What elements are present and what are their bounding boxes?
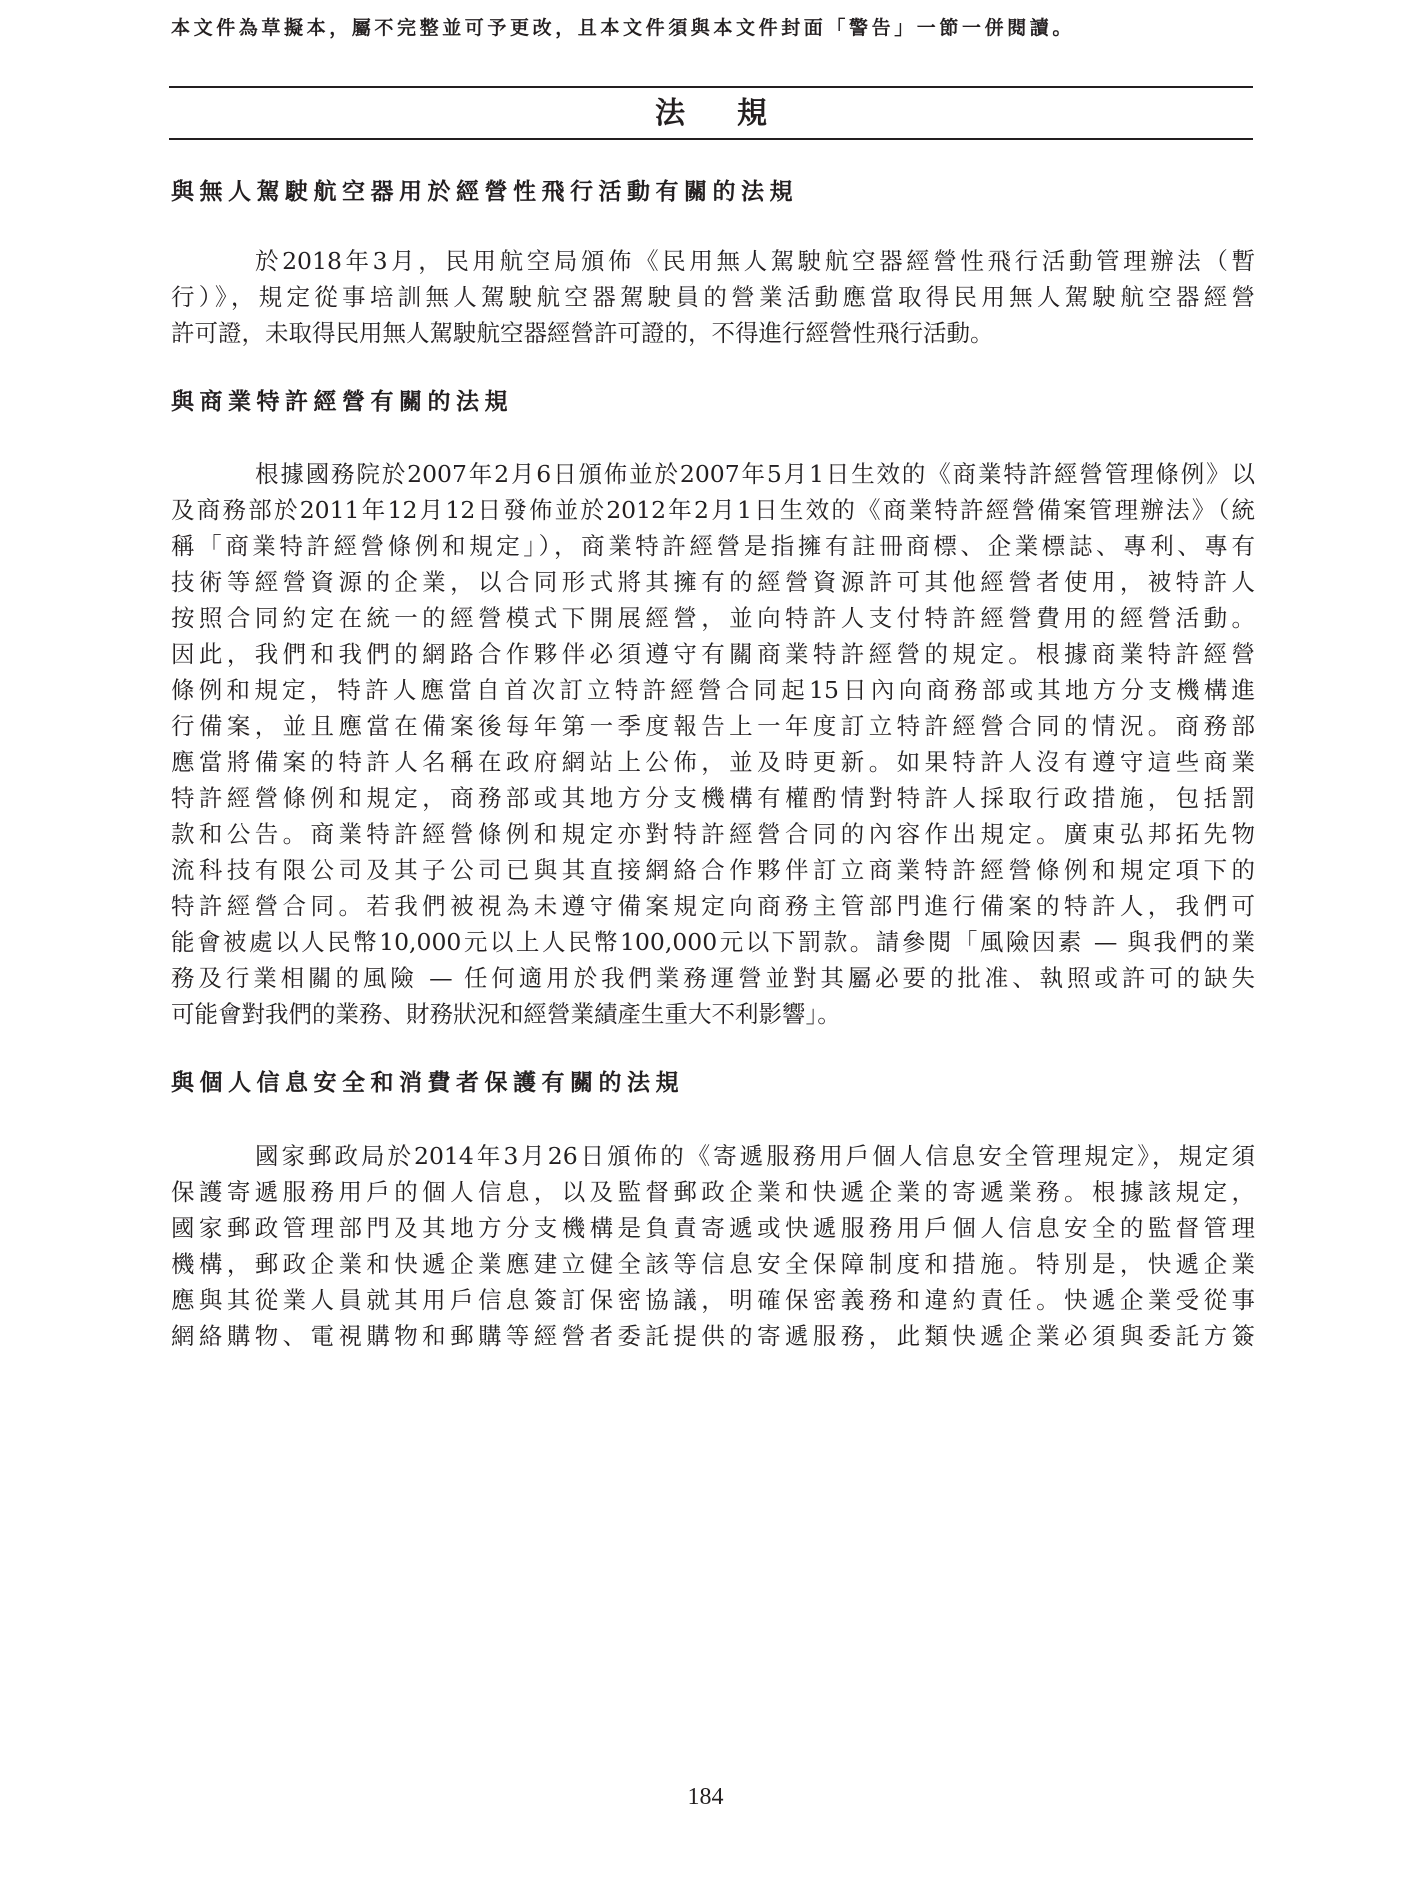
body-line: 技術等經營資源的企業，以合同形式將其擁有的經營資源許可其他經營者使用，被特許人	[171, 568, 1255, 596]
section-body-privacy-consumer-regulations	[171, 1138, 1255, 1354]
section-body-drone-regulations	[171, 243, 1255, 351]
body-line: 機構，郵政企業和快遞企業應建立健全該等信息安全保障制度和措施。特別是，快遞企業	[171, 1250, 1255, 1278]
body-line: 因此，我們和我們的網路合作夥伴必須遵守有關商業特許經營的規定。根據商業特許經營	[171, 640, 1255, 668]
section-heading-privacy-consumer-regulations: 與個人信息安全和消費者保護有關的法規	[171, 1069, 684, 1096]
body-line: 行備案，並且應當在備案後每年第一季度報告上一年度訂立特許經營合同的情況。商務部	[171, 712, 1255, 740]
body-line: 行）》，規定從事培訓無人駕駛航空器駕駛員的營業活動應當取得民用無人駕駛航空器經營	[171, 283, 1255, 311]
body-line: 網絡購物、電視購物和郵購等經營者委託提供的寄遞服務，此類快遞企業必須與委託方簽	[171, 1322, 1255, 1350]
body-line: 特許經營條例和規定，商務部或其地方分支機構有權酌情對特許人採取行政措施，包括罰	[171, 784, 1255, 812]
body-line: 款和公告。商業特許經營條例和規定亦對特許經營合同的內容作出規定。廣東弘邦拓先物	[171, 820, 1255, 848]
page-title: 法規	[655, 96, 819, 131]
page-number: 184	[687, 1784, 724, 1810]
body-line: 應與其從業人員就其用戶信息簽訂保密協議，明確保密義務和違約責任。快遞企業受從事	[171, 1286, 1255, 1314]
body-line: 國家郵政管理部門及其地方分支機構是負責寄遞或快遞服務用戶個人信息安全的監督管理	[171, 1214, 1255, 1242]
title-rule-bottom	[169, 138, 1253, 140]
body-line: 根據國務院於2007年2月6日頒佈並於2007年5月1日生效的《商業特許經營管理條例》以	[255, 460, 1255, 488]
body-line: 保護寄遞服務用戶的個人信息，以及監督郵政企業和快遞企業的寄遞業務。根據該規定，	[171, 1178, 1255, 1206]
body-line: 應當將備案的特許人名稱在政府網站上公佈，並及時更新。如果特許人沒有遵守這些商業	[171, 748, 1255, 776]
body-line: 能會被處以人民幣10,000元以上人民幣100,000元以下罰款。請參閱「風險因素 — 與我們的業	[171, 928, 1255, 956]
section-body-franchise-regulations	[171, 456, 1255, 1032]
draft-warning-banner: 本文件為草擬本，屬不完整並可予更改，且本文件須與本文件封面「警告」一節一併閱讀。	[171, 17, 1076, 39]
body-line: 國家郵政局於2014年3月26日頒佈的《寄遞服務用戶個人信息安全管理規定》，規定須	[255, 1142, 1255, 1170]
body-line: 可能會對我們的業務、財務狀況和經營業績產生重大不利影響」。	[171, 1000, 841, 1028]
body-line: 稱「商業特許經營條例和規定」），商業特許經營是指擁有註冊商標、企業標誌、專利、專有	[171, 532, 1255, 560]
section-heading-drone-regulations: 與無人駕駛航空器用於經營性飛行活動有關的法規	[171, 178, 798, 205]
body-line: 於2018年3月，民用航空局頒佈《民用無人駕駛航空器經營性飛行活動管理辦法（暫	[255, 247, 1255, 275]
body-line: 流科技有限公司及其子公司已與其直接網絡合作夥伴訂立商業特許經營條例和規定項下的	[171, 856, 1255, 884]
section-heading-franchise-regulations: 與商業特許經營有關的法規	[171, 388, 513, 415]
body-line: 條例和規定，特許人應當自首次訂立特許經營合同起15日內向商務部或其地方分支機構進	[171, 676, 1255, 704]
title-rule-top	[169, 86, 1253, 88]
body-line: 特許經營合同。若我們被視為未遵守備案規定向商務主管部門進行備案的特許人，我們可	[171, 892, 1255, 920]
body-line: 及商務部於2011年12月12日發佈並於2012年2月1日生效的《商業特許經營備案管理辦法》（統	[171, 496, 1255, 524]
body-line: 許可證，未取得民用無人駕駛航空器經營許可證的，不得進行經營性飛行活動。	[171, 319, 994, 347]
body-line: 按照合同約定在統一的經營模式下開展經營，並向特許人支付特許經營費用的經營活動。	[171, 604, 1255, 632]
body-line: 務及行業相關的風險 — 任何適用於我們業務運營並對其屬必要的批准、執照或許可的缺失	[171, 964, 1255, 992]
